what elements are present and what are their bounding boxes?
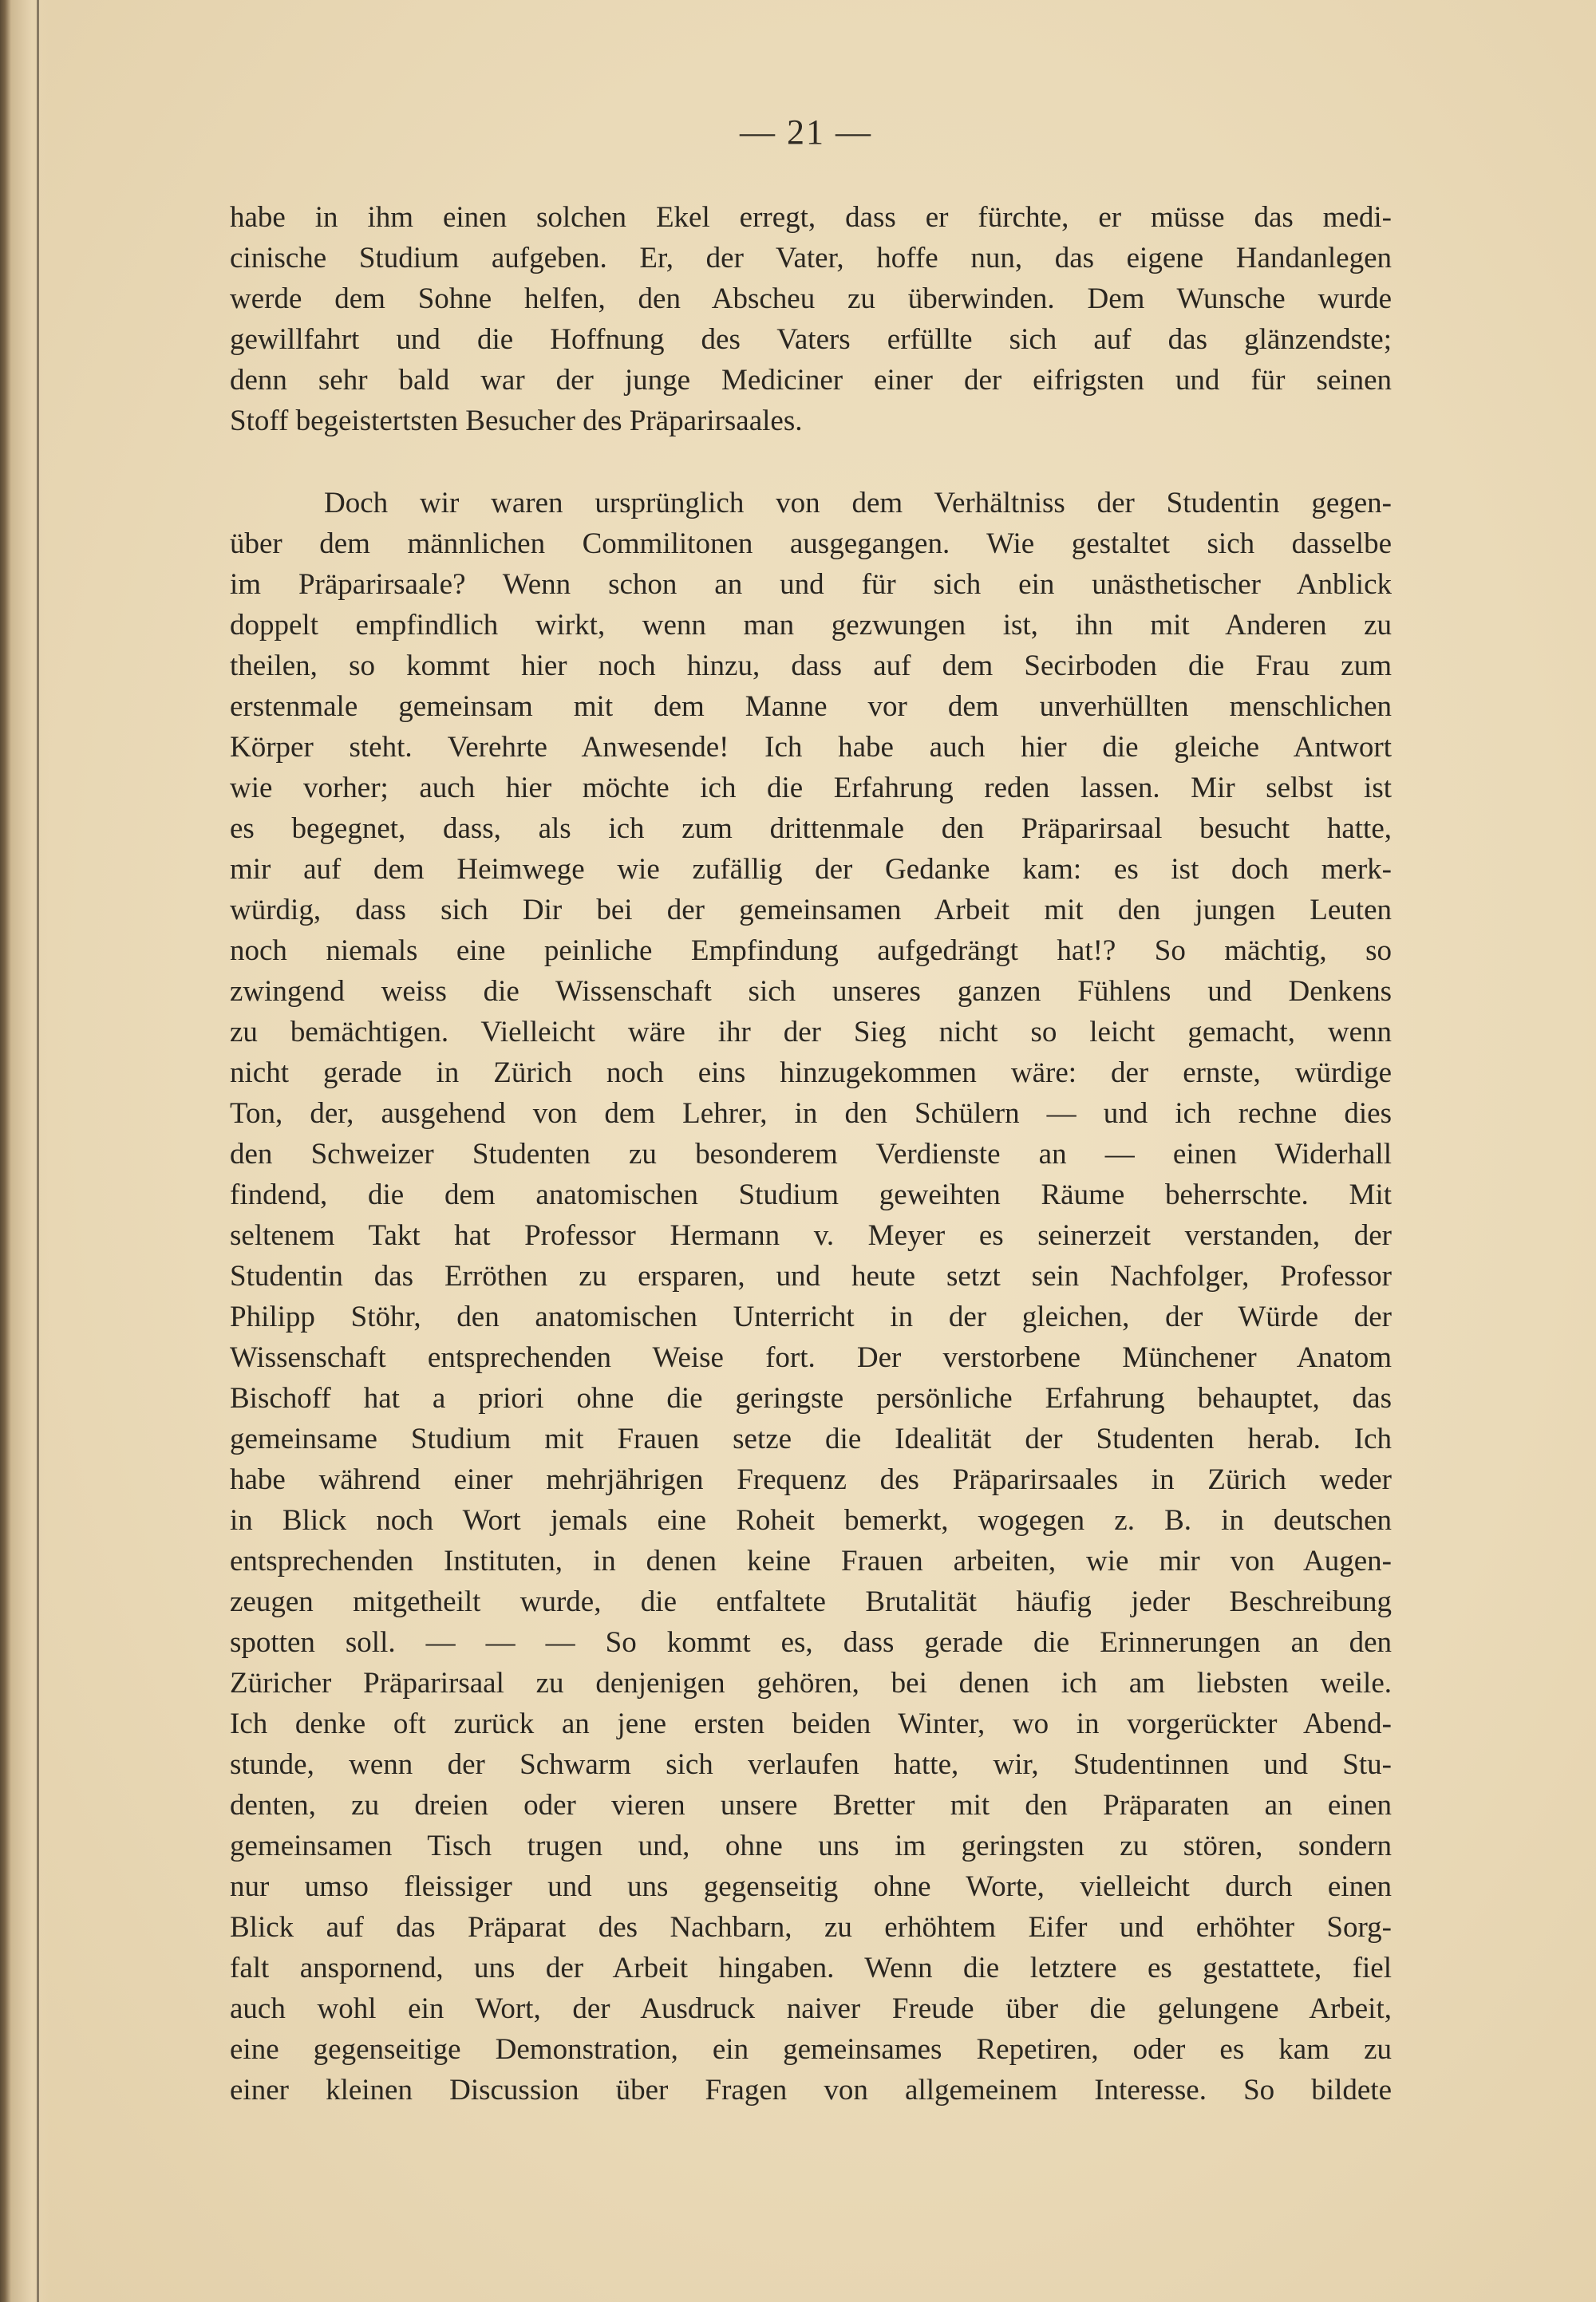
text-line: zu bemächtigen. Vielleicht wäre ihr der Sieg nicht so leicht gemacht, wenn xyxy=(230,1016,1392,1048)
page-number: — 21 — xyxy=(740,113,872,152)
text-line: denn sehr bald war der junge Mediciner einer der eifrigsten und für seinen xyxy=(230,364,1392,397)
text-line: falt anspornend, uns der Arbeit hingaben. Wenn die letztere es gestattete, fiel xyxy=(230,1952,1392,1984)
text-line: einer kleinen Discussion über Fragen von allgemeinem Interesse. So bildete xyxy=(230,2074,1392,2107)
text-line: noch niemals eine peinliche Empfindung aufgedrängt hat!? So mächtig, so xyxy=(230,934,1392,967)
text-line: gewillfahrt und die Hoffnung des Vaters erfüllte sich auf das glänzendste; xyxy=(230,323,1392,356)
text-line: doppelt empfindlich wirkt, wenn man gezwungen ist, ihn mit Anderen zu xyxy=(230,609,1392,642)
text-line: entsprechenden Instituten, in denen keine Frauen arbeiten, wie mir von Augen- xyxy=(230,1545,1392,1577)
text-line: gemeinsame Studium mit Frauen setze die Idealität der Studenten herab. Ich xyxy=(230,1423,1392,1455)
text-line: würdig, dass sich Dir bei der gemeinsamen Arbeit mit den jungen Leuten xyxy=(230,894,1392,926)
text-line: gemeinsamen Tisch trugen und, ohne uns im geringsten zu stören, sondern xyxy=(230,1830,1392,1862)
text-line: theilen, so kommt hier noch hinzu, dass auf dem Secirboden die Frau zum xyxy=(230,650,1392,682)
text-line: den Schweizer Studenten zu besonderem Verdienste an — einen Widerhall xyxy=(230,1138,1392,1171)
text-line: es begegnet, dass, als ich zum drittenmale den Präparirsaal besucht hatte, xyxy=(230,812,1392,845)
text-line: habe während einer mehrjährigen Frequenz des Präparirsaales in Zürich weder xyxy=(230,1463,1392,1496)
text-line: Ton, der, ausgehend von dem Lehrer, in den Schülern — und ich rechne dies xyxy=(230,1097,1392,1130)
text-line: habe in ihm einen solchen Ekel erregt, dass er fürchte, er müsse das medi- xyxy=(230,201,1392,234)
text-line: nicht gerade in Zürich noch eins hinzugekommen wäre: der ernste, würdige xyxy=(230,1056,1392,1089)
text-line: Studentin das Erröthen zu ersparen, und heute setzt sein Nachfolger, Professor xyxy=(230,1260,1392,1293)
text-line: nur umso fleissiger und uns gegenseitig ohne Worte, vielleicht durch einen xyxy=(230,1870,1392,1903)
text-line: in Blick noch Wort jemals eine Roheit bemerkt, wogegen z. B. in deutschen xyxy=(230,1504,1392,1537)
page-binding-edge xyxy=(0,0,49,2302)
text-line: Stoff begeistertsten Besucher des Präparirsaales. xyxy=(230,405,803,437)
text-line: Doch wir waren ursprünglich von dem Verhältniss der Studentin gegen- xyxy=(324,487,1392,519)
text-line: über dem männlichen Commilitonen ausgegangen. Wie gestaltet sich dasselbe xyxy=(230,527,1392,560)
text-line: im Präparirsaale? Wenn schon an und für sich ein unästhetischer Anblick xyxy=(230,568,1392,601)
text-line: Wissenschaft entsprechenden Weise fort. Der verstorbene Münchener Anatom xyxy=(230,1341,1392,1374)
text-line: Körper steht. Verehrte Anwesende! Ich habe auch hier die gleiche Antwort xyxy=(230,731,1392,764)
text-line: zwingend weiss die Wissenschaft sich unseres ganzen Fühlens und Denkens xyxy=(230,975,1392,1008)
body-text xyxy=(230,197,1392,2110)
text-line: stunde, wenn der Schwarm sich verlaufen hatte, wir, Studentinnen und Stu- xyxy=(230,1748,1392,1781)
text-line: mir auf dem Heimwege wie zufällig der Gedanke kam: es ist doch merk- xyxy=(230,853,1392,886)
text-line: seltenem Takt hat Professor Hermann v. Meyer es seinerzeit verstanden, der xyxy=(230,1219,1392,1252)
paragraph-break xyxy=(230,441,1392,483)
text-line: zeugen mitgetheilt wurde, die entfaltete Brutalität häufig jeder Beschreibung xyxy=(230,1585,1392,1618)
text-line: eine gegenseitige Demonstration, ein gemeinsames Repetiren, oder es kam zu xyxy=(230,2033,1392,2066)
text-line: Züricher Präparirsaal zu denjenigen gehören, bei denen ich am liebsten weile. xyxy=(230,1667,1392,1700)
text-line: Philipp Stöhr, den anatomischen Unterricht in der gleichen, der Würde der xyxy=(230,1301,1392,1333)
text-line: denten, zu dreien oder vieren unsere Bretter mit den Präparaten an einen xyxy=(230,1789,1392,1822)
text-line: wie vorher; auch hier möchte ich die Erfahrung reden lassen. Mir selbst ist xyxy=(230,772,1392,804)
text-line: werde dem Sohne helfen, den Abscheu zu überwinden. Dem Wunsche wurde xyxy=(230,282,1392,315)
text-line: findend, die dem anatomischen Studium geweihten Räume beherrschte. Mit xyxy=(230,1179,1392,1211)
text-line: auch wohl ein Wort, der Ausdruck naiver Freude über die gelungene Arbeit, xyxy=(230,1992,1392,2025)
text-line: spotten soll. — — — So kommt es, dass gerade die Erinnerungen an den xyxy=(230,1626,1392,1659)
text-line: Bischoff hat a priori ohne die geringste persönliche Erfahrung behauptet, das xyxy=(230,1382,1392,1415)
text-line: Ich denke oft zurück an jene ersten beiden Winter, wo in vorgerückter Abend- xyxy=(230,1708,1392,1740)
text-line: cinische Studium aufgeben. Er, der Vater, hoffe nun, das eigene Handanlegen xyxy=(230,242,1392,274)
binding-shadow-line xyxy=(37,0,39,2302)
text-line: erstenmale gemeinsam mit dem Manne vor dem unverhüllten menschlichen xyxy=(230,690,1392,723)
text-line: Blick auf das Präparat des Nachbarn, zu erhöhtem Eifer und erhöhter Sorg- xyxy=(230,1911,1392,1944)
